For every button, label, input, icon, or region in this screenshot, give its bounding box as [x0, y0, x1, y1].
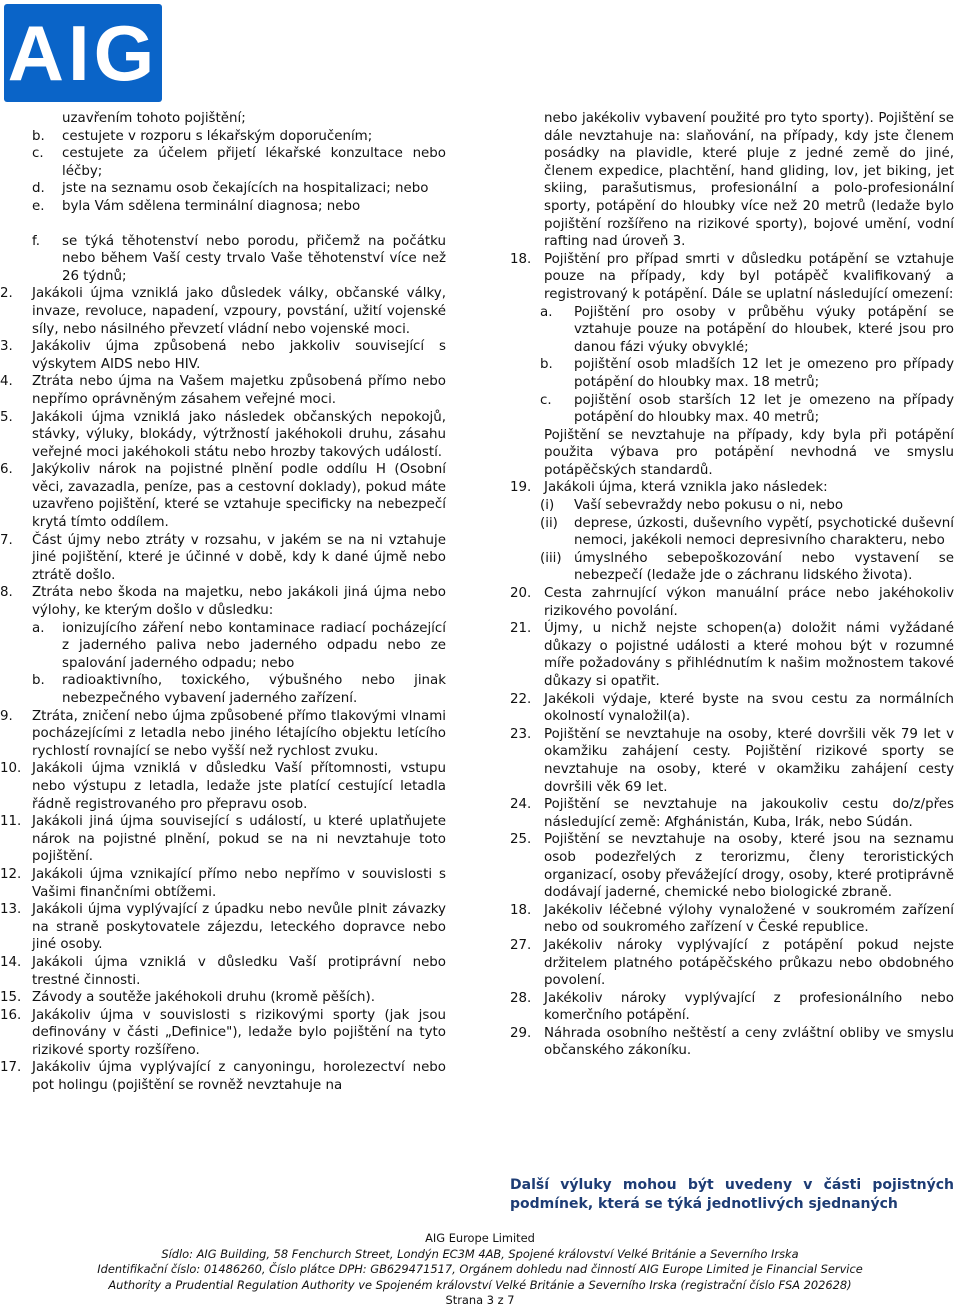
exclusion-item-5: 5. Jakákoli újma vzniklá jako následek občanských nepokojů, stávky, výluky, blokády, výtržností jakéhokoli druhu, zásahu veřejné moci jakéhokoli státu nebo hrozby takových událostí.	[0, 409, 446, 460]
page-number: Strana 3 z 7	[445, 1293, 515, 1308]
item18-after-text: Pojištění se nevztahuje na případy, kdy byla při potápění použita výbava pro potápění nevhodná ve smyslu potápěčských standardů.	[544, 427, 954, 478]
sub-item-d: d. jste na seznamu osob čekajících na hospitalizaci; nebo	[32, 181, 429, 197]
item19-sub-i: (i) Vaší sebevraždy nebo pokusu o ni, nebo	[540, 498, 844, 514]
footer-address: Sídlo: AIG Building, 58 Fenchurch Street, Londýn EC3M 4AB, Spojené království Velké Británie a Severního Irska	[161, 1246, 799, 1261]
exclusion-item-3: 3. Jakákoliv újma způsobená nebo jakkoliv související s výskytem AIDS nebo HIV.	[0, 339, 446, 372]
right-column	[510, 110, 954, 1060]
page-footer	[0, 1231, 960, 1309]
exclusion-item-16: 16. Jakákoliv újma v souvislosti s rizikovými sporty (jak jsou definovány v části „Definice"), ledaže bylo pojištění na tyto rizikové sporty rozšířeno.	[0, 1007, 446, 1058]
exclusion-item-2: 2. Jakákoli újma vzniklá jako důsledek války, občanské války, invaze, revoluce, napadení, vzpoury, povstání, užití vojenské síly, nebo násilného převzetí vládní nebo vojenské moci.	[0, 286, 446, 337]
exclusion-item-8: 8. Ztráta nebo škoda na majetku, nebo jakákoli jiná újma nebo výlohy, ke kterým došlo v důsledku:	[0, 585, 446, 619]
further-exclusions-note: Další výluky mohou být uvedeny v části pojistných podmínek, která se týká jednotlivých sjednaných	[510, 1177, 954, 1212]
exclusion-item-20: 20. Cesta zahrnující výkon manuální práce nebo jakéhokoliv rizikového povolání.	[510, 586, 954, 619]
sub-item-f: f. se týká těhotenství nebo porodu, přičemž na počátku nebo během Vaší cesty trvalo Vaše těhotenství více než 26 týdnů;	[32, 233, 446, 284]
exclusion-item-10: 10. Jakákoli újma vzniklá v důsledku Vaší přítomnosti, vstupu nebo výstupu z letadla, ledaže jste platící cestující letadla řádně registrovaného pro přepravu osob.	[0, 761, 446, 812]
exclusion-item-29: 29. Náhrada osobního neštěstí a ceny zvláštní obliby ve smyslu občanského zákoníku.	[510, 1025, 954, 1059]
continued-line: uzavřením tohoto pojištění;	[62, 111, 246, 126]
item19-sub-iii: (iii) úmyslného sebepoškozování nebo vystavení se nebezpečí (ledaže jde o záchranu lidského života).	[540, 550, 954, 584]
footer-authority: Authority a Prudential Regulation Authority ve Spojeném království Velké Británie a Severního Irska (registrační číslo FSA 202628)	[108, 1277, 852, 1292]
aig-logo	[4, 4, 162, 102]
footer-registration: Identifikační číslo: 01486260, Číslo plátce DPH: GB629471517, Orgánem dohledu nad činností AIG Europe Limited je Financial Service	[97, 1262, 863, 1277]
exclusion-item-21: 21. Újmy, u nichž nejste schopen(a) doložit námi vyžádané důkazy o pojistné události a které mohou být v rozumné míře požadovány s přihlédnutím k našim možnostem takové důkazy si opatřit.	[510, 621, 954, 689]
exclusion-item-6: 6. Jakýkoliv nárok na pojistné plnění podle oddílu H (Osobní věci, zavazadla, peníze, pas a cestovní doklady), pokud máte uzavřeno pojištění, které se vztahuje specificky na nebezpečí krytá tímto oddílem.	[0, 462, 446, 531]
item18-sub-c: c. pojištění osob starších 12 let je omezeno na případy potápění do hloubky max. 40 metrů;	[540, 392, 954, 426]
exclusion-item-7: 7. Část újmy nebo ztráty v rozsahu, v jakém se na ni vztahuje jiné pojištění, které je účinné v době, kdy k dané újmě nebo ztrátě došlo.	[0, 532, 446, 583]
item8-sub-b: b. radioaktivního, toxického, výbušného nebo jinak nebezpečného vybavení jaderného zařízení.	[32, 673, 446, 706]
exclusion-item-12: 12. Jakákoli újma vznikající přímo nebo nepřímo v souvislosti s Vašimi finančními obtížemi.	[0, 866, 446, 900]
footer-company: AIG Europe Limited	[425, 1231, 535, 1245]
continued-paragraph: nebo jakékoliv vybavení použité pro tyto sporty). Pojištění se dále nevztahuje na: slaňování, na případy, kdy jste členem posádky na plavidle, které pluje z jedné země do jiné, členem expedice, plachtění, hand gliding, lov, jet biking, jet skiing, parašutismus, profesionální a polo-profesionální sporty, potápění do hloubky více než 20 metrů (ledaže bylo pojištění rozšířeno na rizikové sporty), bojové umění, vodní rafting nad úroveň 3.	[544, 111, 954, 250]
item19-sub-ii: (ii) deprese, úzkosti, duševního vypětí, psychotické duševní nemoci, jakékoli nemoci depresivního charakteru, nebo	[540, 515, 954, 549]
exclusion-item-9: 9. Ztráta, zničení nebo újma způsobené přímo tlakovými vlnami pocházejícími z letadla nebo jiného létajícího objektu letícího rychlostí rovnající se nebo vyšší než rychlost zvuku.	[0, 708, 446, 759]
exclusion-item-13: 13. Jakákoli újma vyplývající z úpadku nebo nevůle plnit závazky na straně poskytovatele zájezdu, leteckého dopravce nebo jiné osoby.	[0, 902, 446, 953]
sub-item-c: c. cestujete za účelem přijetí lékařské konzultace nebo léčby;	[32, 146, 446, 179]
exclusion-item-4: 4. Ztráta nebo újma na Vašem majetku způsobená přímo nebo nepřímo oprávněným zásahem veřejné moci.	[0, 374, 446, 407]
aig-logo-text: AIG	[7, 9, 159, 97]
sub-item-b: b. cestujete v rozporu s lékařským doporučením;	[32, 128, 373, 144]
exclusion-item-25: 25. Pojištění se nevztahuje na osoby, které jsou na seznamu osob podezřelých z terorizmu, členy teroristických organizací, osoby převážející drogy, osoby, které protiprávně dodávají jaderné, chemické nebo biologické zbraně.	[510, 832, 954, 901]
exclusion-item-18: 18. Pojištění pro případ smrti v důsledku potápění se vztahuje pouze na případy, kdy byl potápěč kvalifikovaný a registrovaný k potápění. Dále se uplatní následující omezení:	[510, 251, 954, 302]
item18-sub-b: b. pojištění osob mladších 12 let je omezeno pro případy potápění do hloubky max. 18 metrů;	[540, 357, 954, 390]
exclusion-item-22: 22. Jakékoli výdaje, které byste na svou cestu za normálních okolností vynaložil(a).	[510, 691, 954, 725]
exclusion-item-11: 11. Jakákoli jiná újma související s událostí, u které uplatňujete nárok na pojistné plnění, pokud se na ni nevztahuje toto pojištění.	[0, 814, 446, 865]
item8-sub-a: a. ionizujícího záření nebo kontaminace radiací pocházející z jaderného paliva nebo jaderného odpadu nebo ze spalování jaderného odpadu; nebo	[32, 620, 446, 671]
exclusion-item-23: 23. Pojištění se nevztahuje na osoby, které dovršili věk 79 let v okamžiku zahájení cesty. Pojištění rizikové sporty se nevztahuje na osoby, které v okamžiku zahájení cesty dovršili věk 69 let.	[510, 726, 954, 795]
exclusion-item-17: 17. Jakákoliv újma vyplývající z canyoningu, horolezectví nebo pot holingu (pojištění se rovněž nevztahuje na	[0, 1060, 446, 1094]
exclusion-item-14: 14. Jakákoli újma vzniklá v důsledku Vaší protiprávní nebo trestné činnosti.	[0, 954, 446, 988]
exclusion-item-27: 27. Jakékoliv nároky vyplývající z potápění pokud nejste držitelem platného potápěčského průkazu nebo obdobného povolení.	[510, 937, 954, 989]
left-column	[0, 110, 446, 1095]
item18-sub-a: a. Pojištění pro osoby v průběhu výuky potápění se vztahuje pouze na potápění do hloubek, které jsou pro danou fázi výuky obvyklé;	[540, 304, 954, 355]
exclusion-item-15: 15. Závody a soutěže jakéhokoli druhu (kromě pěších).	[0, 990, 376, 1006]
exclusion-item-24: 24. Pojištění se nevztahuje na jakoukoliv cestu do/z/přes následující země: Afghánistán, Kuba, Irák, nebo Súdán.	[510, 797, 954, 830]
sub-item-e: e. byla Vám sdělena terminální diagnosa; nebo	[32, 198, 361, 214]
exclusion-item-28: 28. Jakékoliv nároky vyplývající z profesionálního nebo komerčního potápění.	[510, 990, 954, 1024]
exclusion-item-26: 18. Jakékoliv léčebné výlohy vynaložené v soukromém zařízení nebo od soukromého zařízení v České republice.	[510, 902, 954, 936]
exclusion-item-19: 19. Jakákoli újma, která vznikla jako následek:	[510, 480, 828, 496]
